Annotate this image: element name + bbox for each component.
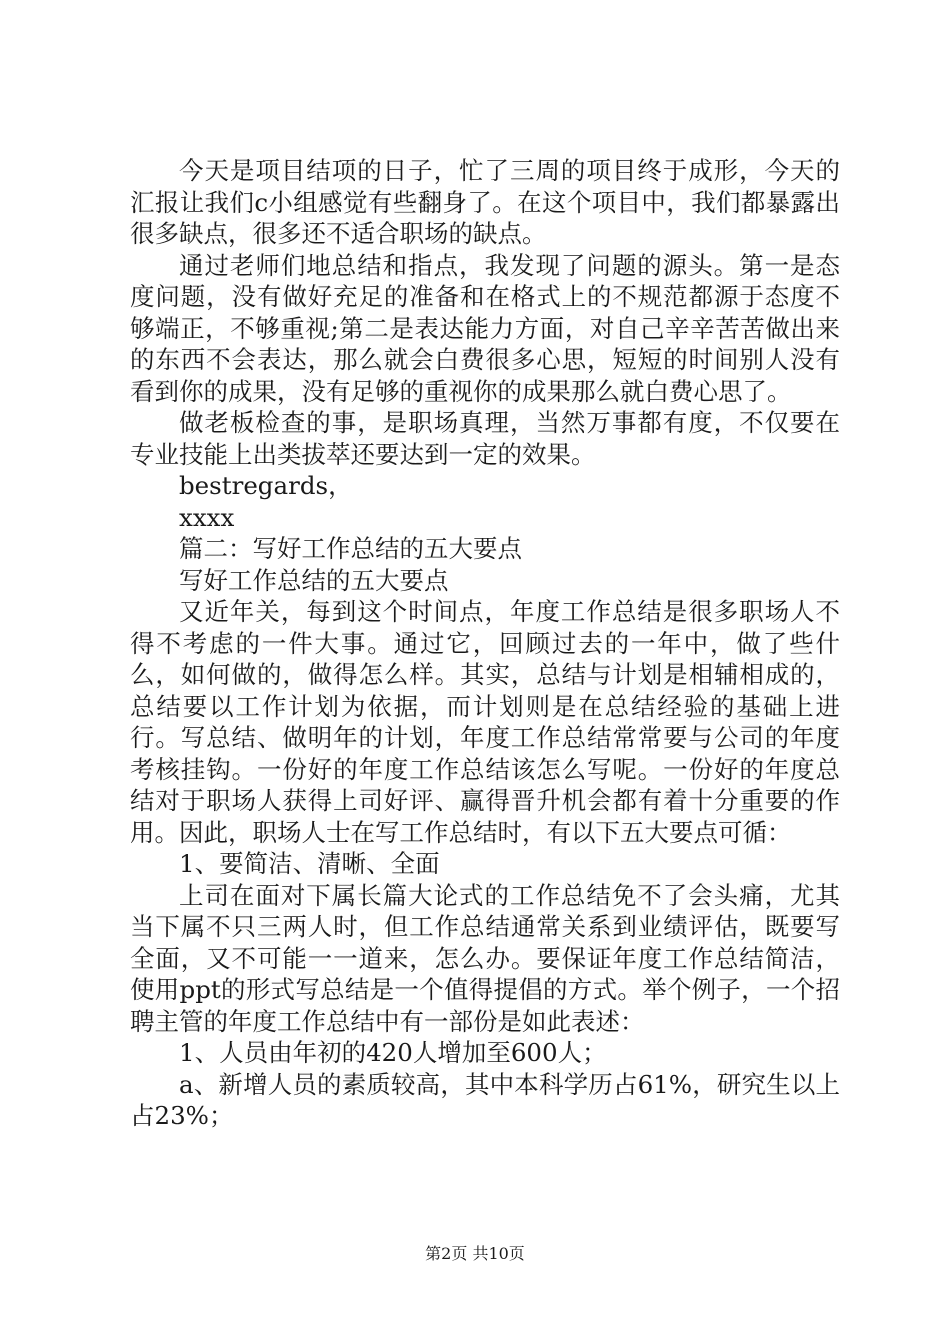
section-title: 写好工作总结的五大要点 [179, 565, 449, 595]
list-heading: 1、要简洁、清晰、全面 [179, 849, 440, 878]
signature-line: xxxx [179, 502, 235, 532]
closing-line: bestregards， [179, 471, 353, 500]
paragraph: 上司在面对下属长篇大论式的工作总结免不了会头痛，尤其当下属不只三两人时，但工作总结通常关系到业绩评估，既要写全面，又不可能一一道来，怎么办。要保证年度工作总结简洁，使用ppt的形式写总结是一个值得提倡的方式。举个例子，一个招聘主管的年度工作总结中有一部份是如此表述： [130, 880, 840, 1036]
paragraph: 做老板检查的事，是职场真理，当然万事都有度，不仅要在专业技能上出类拔萃还要达到一定的效果。 [130, 408, 840, 469]
paragraph: 又近年关，每到这个时间点，年度工作总结是很多职场人不得不考虑的一件大事。通过它，回顾过去的一年中，做了些什么，如何做的，做得怎么样。其实，总结与计划是相辅相成的，总结要以工作计划为依据，而计划则是在总结经验的基础上进行。写总结、做明年的计划，年度工作总结常常要与公司的年度考核挂钩。一份好的年度工作总结该怎么写呢。一份好的年度总结对于职场人获得上司好评、赢得晋升机会都有着十分重要的作用。因此，职场人士在写工作总结时，有以下五大要点可循： [130, 597, 840, 847]
list-item: a、新增人员的素质较高，其中本科学历占61%，研究生以上占23%； [130, 1069, 840, 1130]
page-footer: 第2页 共10页 [425, 1244, 525, 1263]
document-body [130, 155, 840, 1132]
list-item: 1、人员由年初的420人增加至600人； [179, 1038, 607, 1067]
paragraph: 通过老师们地总结和指点，我发现了问题的源头。第一是态度问题，没有做好充足的准备和在格式上的不规范都源于态度不够端正，不够重视;第二是表达能力方面，对自己辛辛苦苦做出来的东西不会表达，那么就会白费很多心思，短短的时间别人没有看到你的成果，没有足够的重视你的成果那么就白费心思了。 [130, 250, 840, 406]
section-heading: 篇二：写好工作总结的五大要点 [179, 534, 522, 563]
paragraph: 今天是项目结项的日子，忙了三周的项目终于成形，今天的汇报让我们c小组感觉有些翻身了。在这个项目中，我们都暴露出很多缺点，很多还不适合职场的缺点。 [130, 156, 840, 248]
